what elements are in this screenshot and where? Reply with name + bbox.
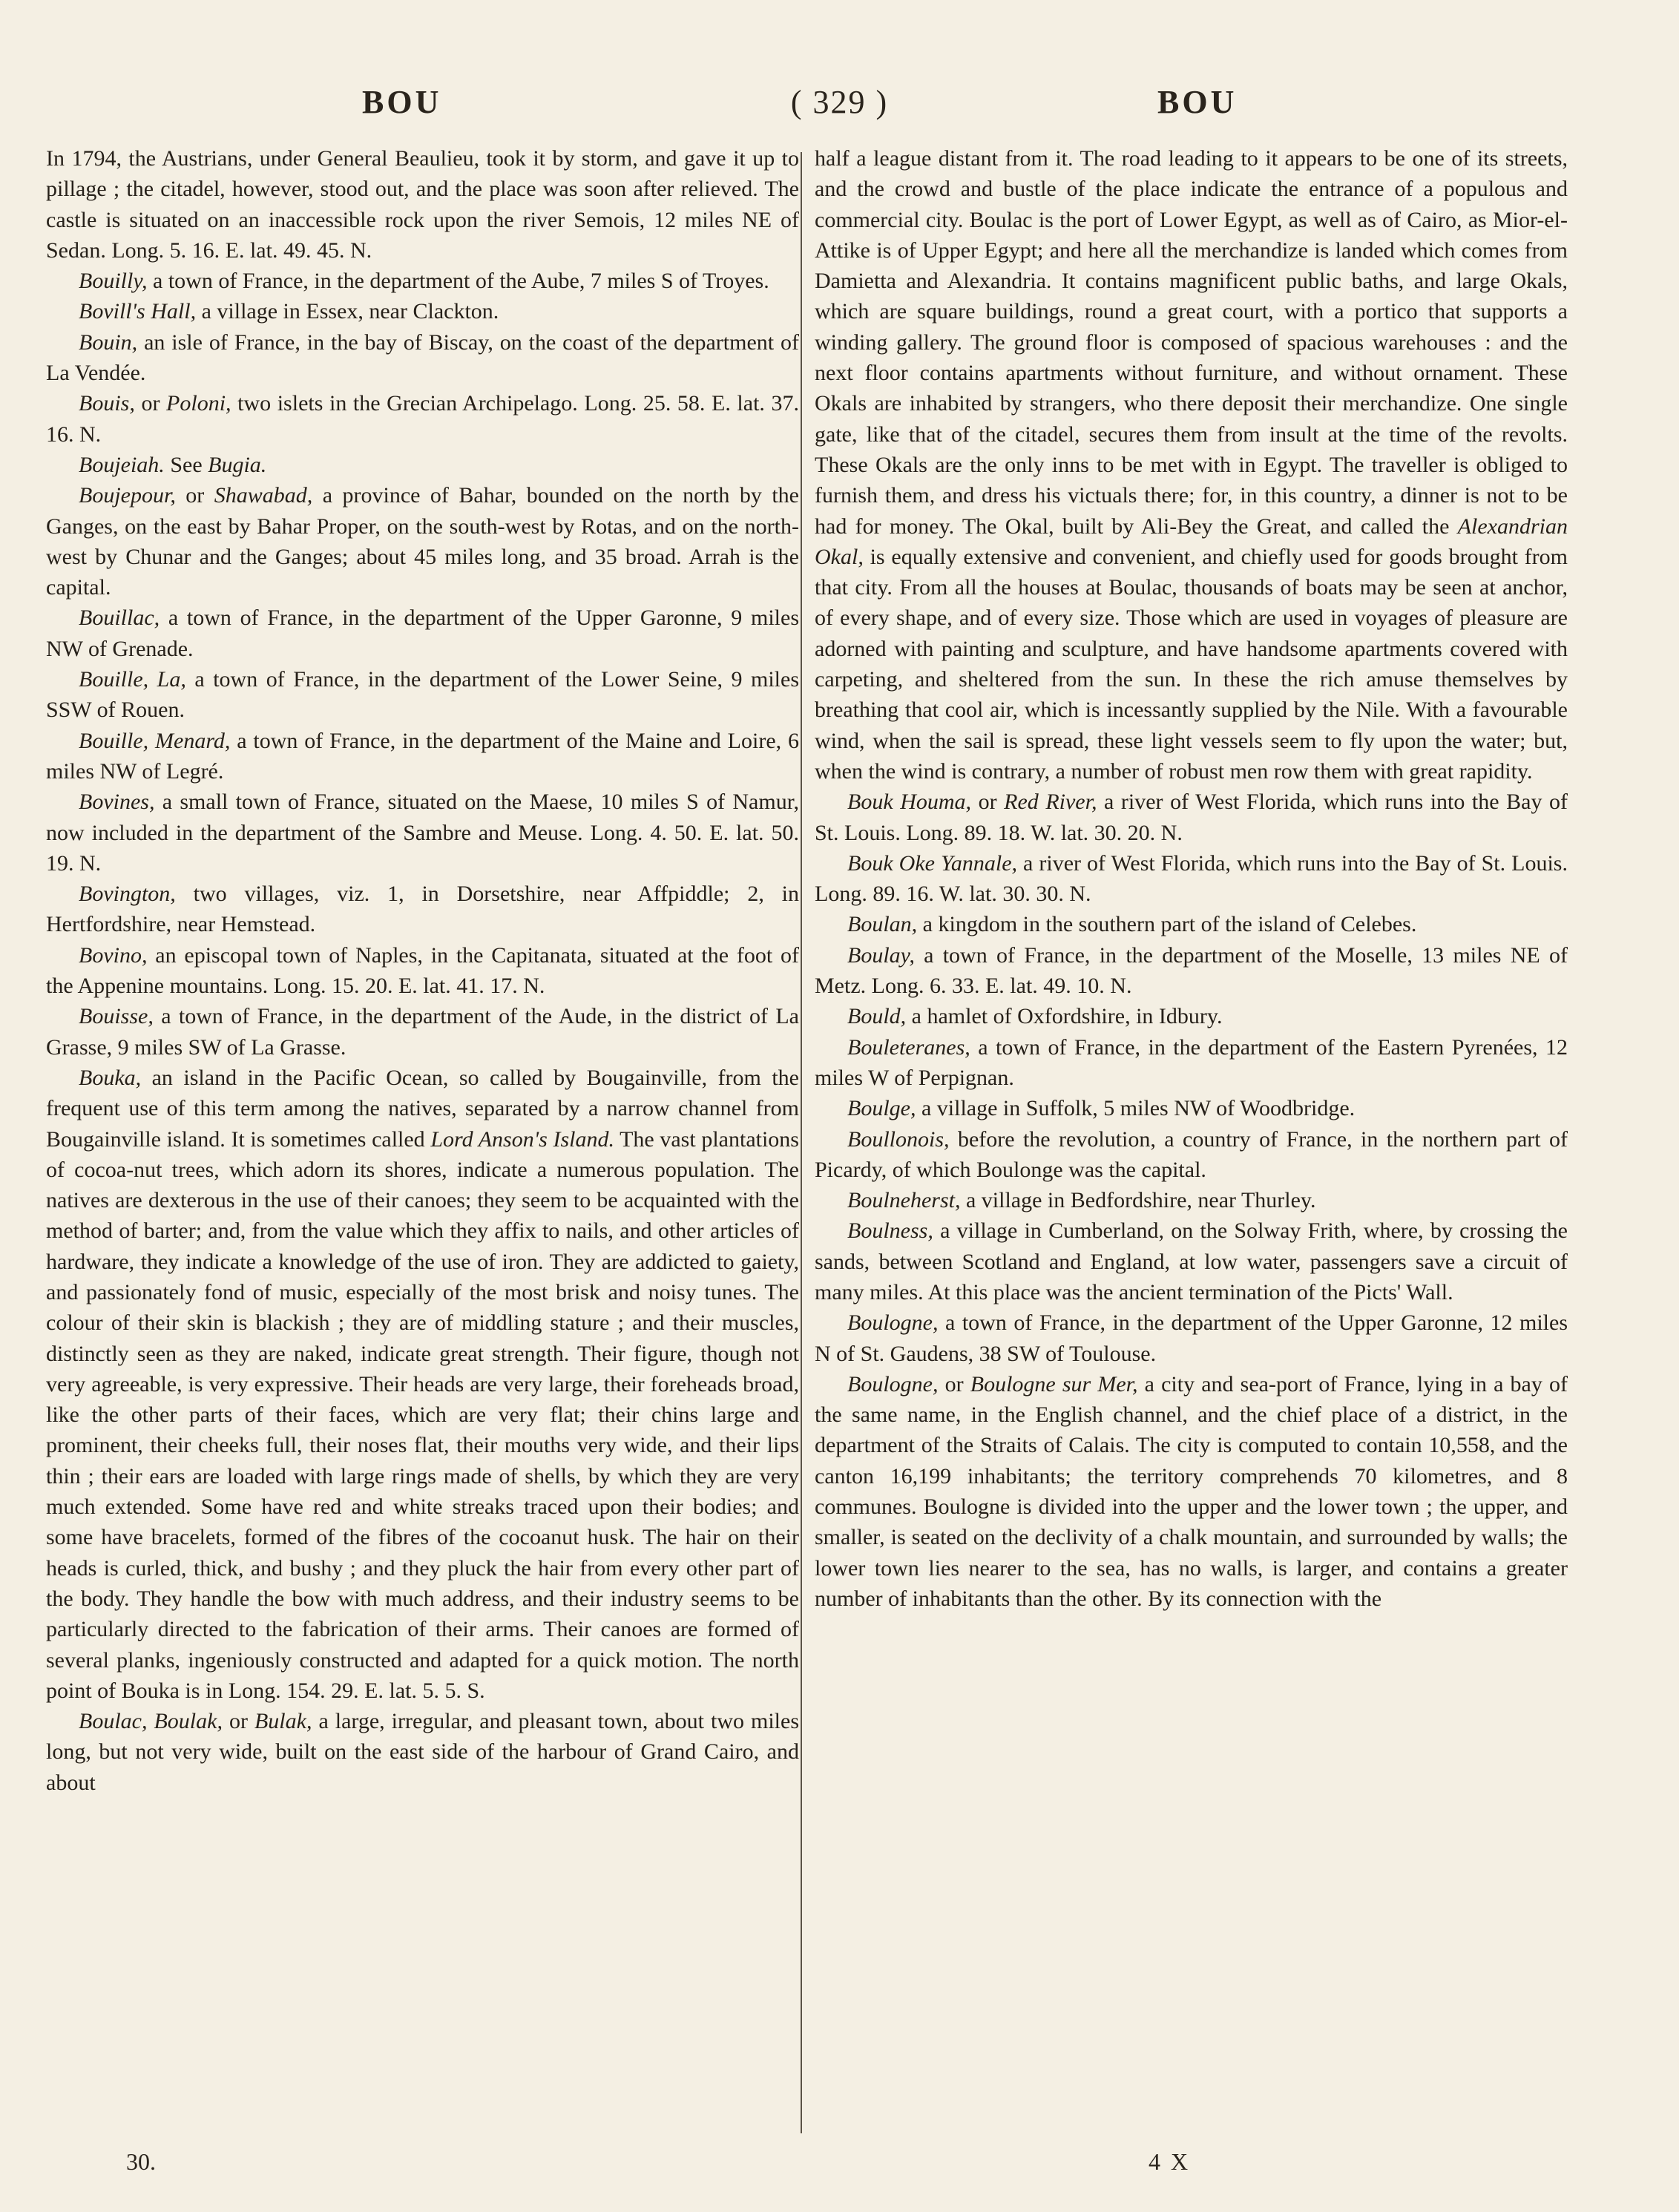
entry-text: an episcopal town of Naples, in the Capitanata, situated at the foot of the Appenine mountains. Long. 15. 20. E. lat. 41. 17. N.: [46, 942, 799, 999]
entry-text: a kingdom in the southern part of the island of Celebes.: [917, 912, 1417, 937]
entry-connector: or: [134, 391, 167, 416]
entry: [46, 296, 799, 326]
entry-headword: Bouin,: [79, 329, 138, 355]
entry-text: a province of Bahar, bounded on the north by the Ganges, on the east by Bahar Proper, on the south-west by Rotas, and on the north-west by Chunar and the Ganges; about 45 miles long, and 35 broad. Arrah is the capital.: [46, 483, 799, 600]
entry-headword: Bouk Houma,: [847, 790, 972, 815]
entry-text: a village in Bedfordshire, near Thurley.: [960, 1188, 1316, 1213]
entry: [815, 909, 1568, 939]
entry: [815, 787, 1568, 848]
entry-italic-name: Alexandrian Okal,: [815, 513, 1568, 569]
entry-text: a town of France, in the department of the Eastern Pyrenées, 12 miles W of Perpignan.: [815, 1034, 1568, 1090]
entry-text: an isle of France, in the bay of Biscay, on the coast of the department of La Vendée.: [46, 329, 799, 386]
entry-headword: Boulneherst,: [847, 1188, 961, 1213]
entry-headword: Boujepour,: [79, 483, 176, 508]
entry: [815, 1032, 1568, 1094]
entry-connector: or: [175, 483, 214, 508]
entry: [46, 1063, 799, 1706]
entry-text: a town of France, in the department of the Upper Garonne, 9 miles NW of Grenade.: [46, 605, 799, 661]
entry-headword-alt: Shawabad,: [214, 483, 313, 508]
entry-text: a town of France, in the department of the Aube, 7 miles S of Troyes.: [147, 269, 769, 294]
entry-headword: Bovino,: [79, 942, 148, 968]
entry-headword-alt: Bulak,: [254, 1709, 312, 1734]
entry-headword: Boulan,: [847, 912, 918, 937]
entry-text: a city and sea-port of France, lying in a bay of the same name, in the English channel, and the chief place of a district, in the department of the Straits of Calais. The city is computed to contain 10,558, and the canton 16,199 inhabitants; the territory comprehends 70 kilometres, and 8 communes. Boulogne is divided into the upper and the lower town ; the upper, and smaller, is seated on the declivity of a chalk mountain, and surrounded by walls; the lower town lies nearer to the sea, has no walls, is larger, and contains a greater number of inhabitants than the other. By its connection with the: [815, 1371, 1568, 1611]
entry-text: two islets in the Grecian Archipelago. Long. 25. 58. E. lat. 37. 16. N.: [46, 391, 799, 447]
column-divider: [801, 152, 802, 2133]
entry-headword: Bovines,: [79, 790, 155, 815]
entry-text: a hamlet of Oxfordshire, in Idbury.: [906, 1004, 1223, 1029]
left-column: [46, 143, 799, 1798]
entry-text: before the revolution, a country of France, in the northern part of Picardy, of which Boulonge was the capital.: [815, 1126, 1568, 1182]
entry-headword: Bouk Oke Yannale,: [847, 850, 1018, 876]
entry-headword: Boulay,: [847, 942, 915, 968]
entry: [46, 1706, 799, 1798]
entry: [815, 1369, 1568, 1614]
entry: [815, 1185, 1568, 1215]
entry: [46, 143, 799, 266]
entry-italic-name: Lord Anson's Island.: [430, 1126, 614, 1152]
entry-headword: Boulogne,: [847, 1371, 939, 1397]
entry-headword: Boulac,: [79, 1709, 148, 1734]
entry-headword: Bouille, Menard,: [79, 728, 231, 753]
entry-connector: See: [164, 452, 208, 477]
entry: [46, 450, 799, 480]
catchword-left: 30.: [126, 2148, 156, 2175]
entry-headword: Boulogne,: [847, 1310, 939, 1336]
entry: [815, 1093, 1568, 1123]
entry: [46, 940, 799, 1002]
signature-mark: 4 X: [1149, 2148, 1191, 2175]
entry-headword: Bouis,: [79, 391, 135, 416]
entry-headword-alt: Poloni,: [166, 391, 231, 416]
entry-headword: Bouleteranes,: [847, 1034, 970, 1060]
entry: [46, 726, 799, 787]
entry-text: a village in Essex, near Clackton.: [196, 299, 499, 324]
entry-text: a river of West Florida, which runs into the Bay of St. Louis. Long. 89. 16. W. lat. 30. 30. N.: [815, 850, 1568, 907]
page-number: ( 329 ): [790, 84, 889, 120]
entry: [46, 327, 799, 389]
entry-text: is equally extensive and convenient, and chiefly used for goods brought from that city. From all the houses at Boulac, thousands of boats may be seen at anchor, of every shape, and of every size. Those which are used in voyages of pleasure are adorned with painting and sculpture, and have handsome apartments covered with carpeting, and sheltered from the sun. In these the rich amuse themselves by breathing that cool air, which is incessantly supplied by the Nile. With a favourable wind, when the sail is spread, these light vessels seem to fly upon the water; but, when the wind is contrary, a number of robust men row them with great rapidity.: [815, 544, 1568, 784]
entry-headword: Bouilly,: [79, 269, 148, 294]
entry: [46, 1001, 799, 1063]
entry: [46, 480, 799, 603]
entry: [815, 1307, 1568, 1369]
entry-text: a town of France, in the department of the Aude, in the district of La Grasse, 9 miles SW of La Grasse.: [46, 1004, 799, 1060]
entry-connector: or: [971, 790, 1005, 815]
entry-text: a river of West Florida, which runs into the Bay of St. Louis. Long. 89. 18. W. lat. 30. 20. N.: [815, 790, 1568, 845]
entry-headword-alt: Red River,: [1004, 790, 1097, 815]
entry-text: a large, irregular, and pleasant town, about two miles long, but not very wide, built on the east side of the harbour of Grand Cairo, and about: [46, 1709, 799, 1795]
entry-headword: Bouisse,: [79, 1004, 154, 1029]
entry: [815, 1215, 1568, 1307]
entry-text: a town of France, in the department of the Moselle, 13 miles NE of Metz. Long. 6. 33. E. lat. 49. 10. N.: [815, 942, 1568, 999]
entry-headword: Bovington,: [79, 882, 176, 907]
entry-text: half a league distant from it. The road leading to it appears to be one of its streets, and the crowd and bustle of the place indicate the entrance of a populous and commercial city. Boulac is the port of Lower Egypt, as well as of Cairo, as Mior-el-Attike is of Upper Egypt; and here all the merchandize is landed which comes from Damietta and Alexandria. It contains magnificent public baths, and large Okals, which are square buildings, round a great court, with a portico that supports a winding gallery. The ground floor is composed of spacious warehouses : and the next floor contains apartments without furniture, and without ornament. These Okals are inhabited by strangers, who there deposit their merchandize. One single gate, like that of the citadel, secures them from insult at the time of the revolts. These Okals are the only inns to be met with in Egypt. The traveller is obliged to furnish them, and dress his victuals there; for, in this country, a dinner is not to be had for money. The Okal, built by Ali-Bey the Great, and called the: [815, 146, 1568, 539]
entry-text: a town of France, in the department of the Upper Garonne, 12 miles N of St. Gaudens, 38 SW of Toulouse.: [815, 1310, 1568, 1366]
entry-text: a village in Suffolk, 5 miles NW of Woodbridge.: [916, 1096, 1356, 1121]
entry-headword: Bouka,: [79, 1065, 142, 1090]
entry: [815, 143, 1568, 787]
entry-text: a small town of France, situated on the Maese, 10 miles S of Namur, now included in the department of the Sambre and Meuse. Long. 4. 50. E. lat. 50. 19. N.: [46, 790, 799, 876]
entry-connector: or: [938, 1371, 970, 1397]
entry: [46, 266, 799, 296]
entry-headword: Bovill's Hall,: [79, 299, 197, 324]
entry: [46, 664, 799, 726]
entry: [815, 940, 1568, 1002]
entry-headword: Boulness,: [847, 1218, 933, 1244]
entry: [815, 848, 1568, 910]
entry: [46, 879, 799, 940]
entry: [815, 1001, 1568, 1031]
entry-text: a village in Cumberland, on the Solway Frith, where, by crossing the sands, between Scotland and England, at low water, passengers save a circuit of many miles. At this place was the ancient termination of the Picts' Wall.: [815, 1218, 1568, 1304]
entry-headword: Boullonois,: [847, 1126, 950, 1152]
entry-text: In 1794, the Austrians, under General Beaulieu, took it by storm, and gave it up to pillage ; the citadel, however, stood out, and the place was soon after relieved. The castle is situated on an inaccessible rock upon the river Semois, 12 miles NE of Sedan. Long. 5. 16. E. lat. 49. 45. N.: [46, 146, 799, 263]
entry-headword: Bouillac,: [79, 605, 160, 631]
entry-headword: Bould,: [847, 1004, 907, 1029]
running-head-left: BOU: [362, 84, 442, 120]
entry-text: a town of France, in the department of the Maine and Loire, 6 miles NW of Legré.: [46, 728, 799, 784]
entry-headword-alt: Bugia.: [208, 452, 267, 477]
entry-text: The vast plantations of cocoa-nut trees, which adorn its shores, indicate a numerous population. The natives are dexterous in the use of their canoes; they seem to be acquainted with the method of barter; and, from the value which they affix to nails, and other articles of hardware, they indicate a knowledge of the use of iron. They are addicted to gaiety, and passionately fond of music, especially of the most brisk and noisy tunes. The colour of their skin is blackish ; they are of middling stature ; and their muscles, distinctly seen as they are naked, indicate great strength. Their figure, though not very agreeable, is very expressive. Their heads are very large, their foreheads broad, like the other parts of their faces, which are very flat; their chins large and prominent, their cheeks full, their noses flat, their mouths very wide, and their lips thin ; their ears are loaded with large rings made of shells, by which they are very much extended. Some have red and white streaks traced upon their bodies; and some have bracelets, formed of the fibres of the cocoanut husk. The hair on their heads is curled, thick, and bushy ; and they pluck the hair from every other part of the body. They handle the bow with much address, and their industry seems to be particularly directed to the fabrication of their arms. Their canoes are formed of several planks, ingeniously constructed and adapted for a quick motion. The north point of Bouka is in Long. 154. 29. E. lat. 5. 5. S.: [46, 1126, 799, 1703]
right-column: [815, 143, 1568, 1614]
entry: [815, 1124, 1568, 1186]
running-head-right: BOU: [1157, 84, 1238, 120]
entry-connector: or: [222, 1709, 254, 1734]
entry-text: an island in the Pacific Ocean, so called by Bougainville, from the frequent use of this term among the natives, separated by a narrow channel from Bougainville island. It is sometimes called: [46, 1065, 799, 1152]
entry-headword: Bouille, La,: [79, 667, 186, 692]
entry: [46, 603, 799, 664]
entry: [46, 787, 799, 879]
entry-text: a town of France, in the department of the Lower Seine, 9 miles SSW of Rouen.: [46, 667, 799, 723]
entry-headword: Boujeiah.: [79, 452, 165, 477]
entry-headword-alt: Boulak,: [154, 1709, 223, 1734]
entry-headword: Boulge,: [847, 1096, 916, 1121]
entry-headword-alt: Boulogne sur Mer,: [970, 1371, 1138, 1397]
entry-text: two villages, viz. 1, in Dorsetshire, near Affpiddle; 2, in Hertfordshire, near Hemstead.: [46, 882, 799, 937]
entry: [46, 388, 799, 450]
